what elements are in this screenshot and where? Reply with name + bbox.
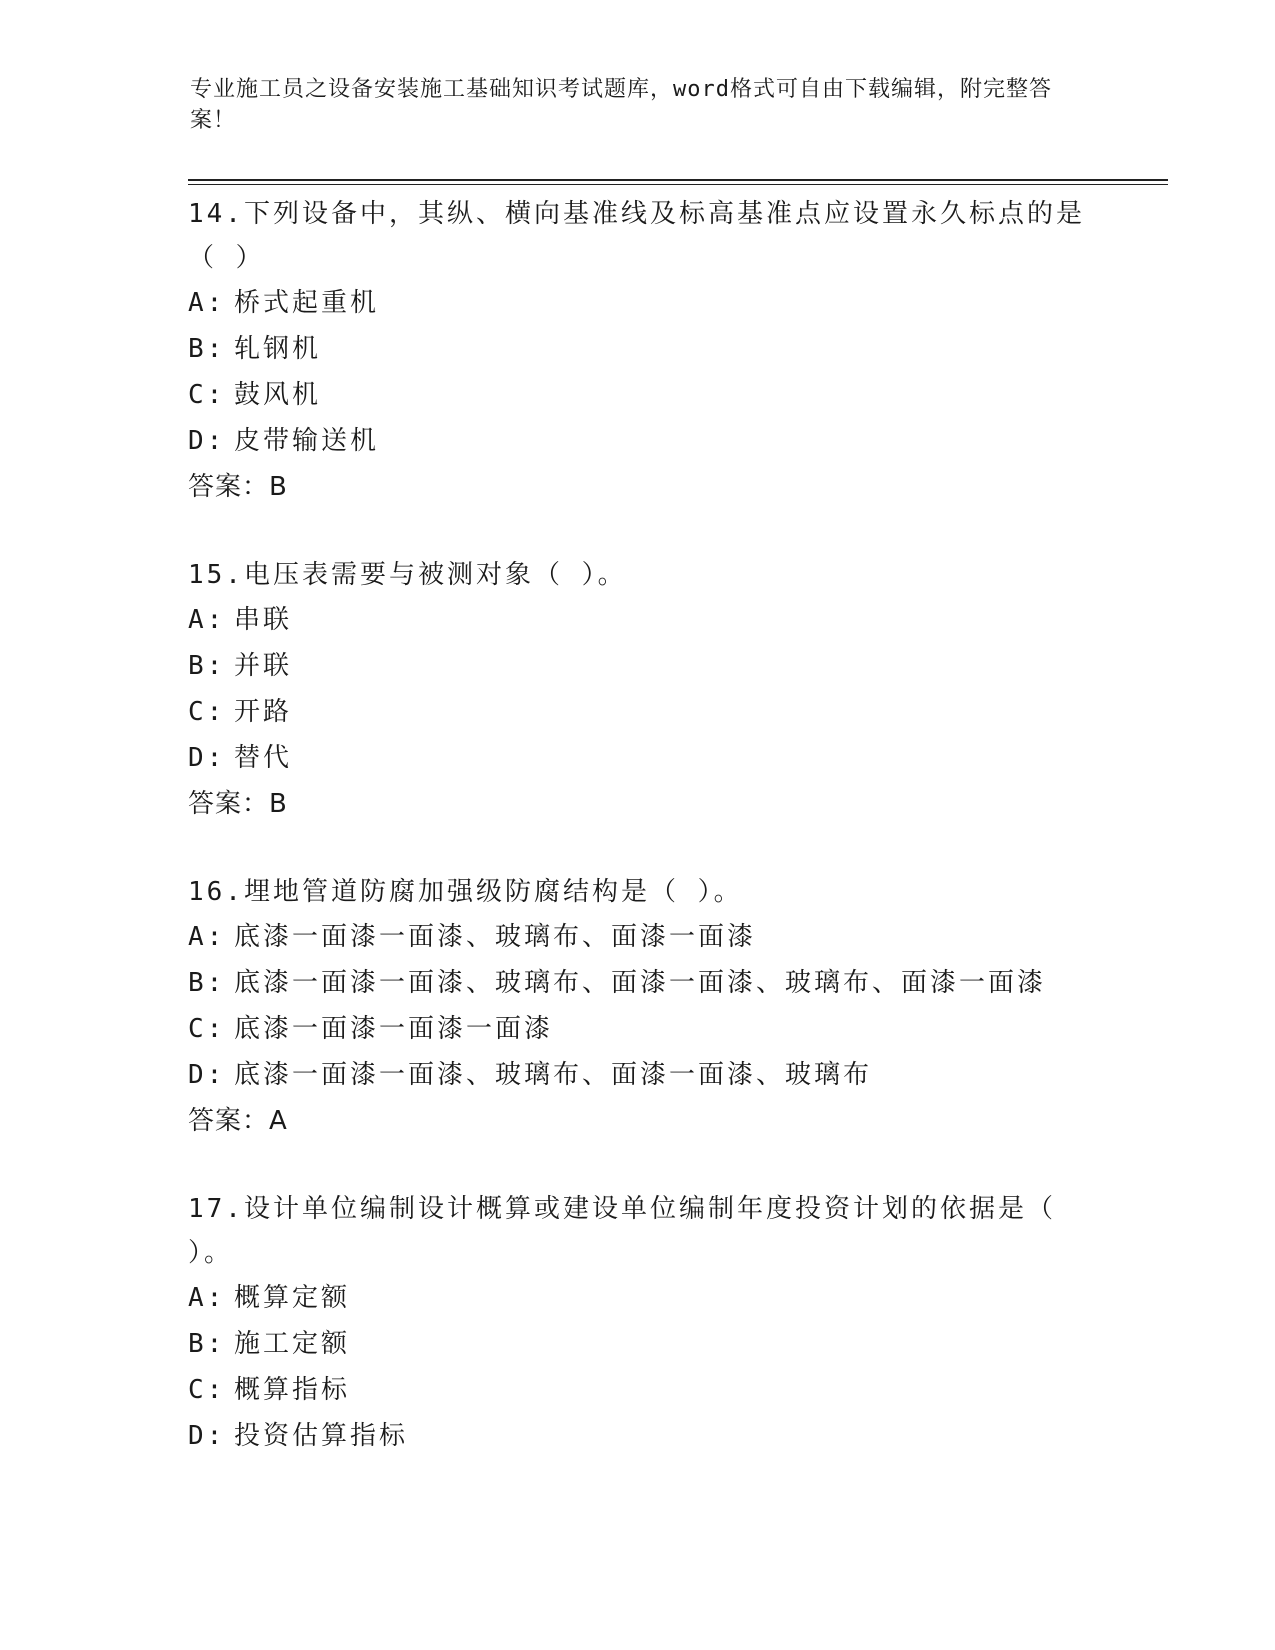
option-key: B: (188, 334, 226, 364)
document-header (190, 74, 1090, 136)
option-b (188, 643, 1088, 689)
option-key: C: (188, 697, 226, 727)
option-key: C: (188, 1014, 226, 1044)
option-text: 桥式起重机 (234, 288, 380, 318)
option-d (188, 1413, 1088, 1459)
option-text: 底漆一面漆一面漆、玻璃布、面漆一面漆、玻璃布 (234, 1060, 873, 1090)
question-14 (188, 192, 1088, 510)
option-key: A: (188, 605, 226, 635)
header-text: 专业施工员之设备安装施工基础知识考试题库，word格式可自由下载编辑，附完整答案！ (190, 77, 1052, 133)
option-key: C: (188, 380, 226, 410)
option-text: 概算指标 (234, 1375, 351, 1405)
option-b (188, 326, 1088, 372)
option-key: B: (188, 968, 226, 998)
option-key: D: (188, 1421, 226, 1451)
option-b (188, 960, 1088, 1006)
answer-line: 答案：A (188, 1106, 288, 1136)
option-c (188, 1006, 1088, 1052)
option-key: D: (188, 1060, 226, 1090)
option-text: 概算定额 (234, 1283, 351, 1313)
option-text: 并联 (234, 651, 293, 681)
question-15 (188, 553, 1088, 827)
option-text: 底漆一面漆一面漆、玻璃布、面漆一面漆、玻璃布、面漆一面漆 (234, 968, 1047, 998)
question-stem: 14.下列设备中，其纵、横向基准线及标高基准点应设置永久标点的是（ ） (188, 199, 1085, 273)
option-key: B: (188, 1329, 226, 1359)
question-stem: 16.埋地管道防腐加强级防腐结构是（ ）。 (188, 877, 743, 907)
question-17 (188, 1187, 1088, 1459)
option-a (188, 914, 1088, 960)
option-text: 皮带输送机 (234, 426, 380, 456)
option-key: C: (188, 1375, 226, 1405)
answer-line: 答案：B (188, 789, 288, 819)
option-key: A: (188, 1283, 226, 1313)
option-text: 底漆一面漆一面漆一面漆 (234, 1014, 554, 1044)
option-text: 替代 (234, 743, 293, 773)
option-text: 开路 (234, 697, 293, 727)
question-stem: 17.设计单位编制设计概算或建设单位编制年度投资计划的依据是（ ）。 (188, 1194, 1056, 1268)
header-divider-thick (188, 179, 1168, 181)
option-a (188, 597, 1088, 643)
option-a (188, 280, 1088, 326)
option-text: 底漆一面漆一面漆、玻璃布、面漆一面漆 (234, 922, 757, 952)
question-16 (188, 870, 1088, 1144)
option-d (188, 1052, 1088, 1098)
option-text: 轧钢机 (234, 334, 322, 364)
option-c (188, 689, 1088, 735)
question-list (188, 192, 1088, 1502)
option-text: 串联 (234, 605, 293, 635)
header-divider-thin (188, 184, 1168, 185)
option-d (188, 735, 1088, 781)
option-d (188, 418, 1088, 464)
option-key: B: (188, 651, 226, 681)
option-key: A: (188, 288, 226, 318)
answer-line: 答案：B (188, 472, 288, 502)
option-key: D: (188, 426, 226, 456)
option-b (188, 1321, 1088, 1367)
option-text: 鼓风机 (234, 380, 322, 410)
option-text: 投资估算指标 (234, 1421, 409, 1451)
option-c (188, 1367, 1088, 1413)
option-a (188, 1275, 1088, 1321)
option-c (188, 372, 1088, 418)
option-text: 施工定额 (234, 1329, 351, 1359)
option-key: D: (188, 743, 226, 773)
question-stem: 15.电压表需要与被测对象（ ）。 (188, 560, 627, 590)
option-key: A: (188, 922, 226, 952)
